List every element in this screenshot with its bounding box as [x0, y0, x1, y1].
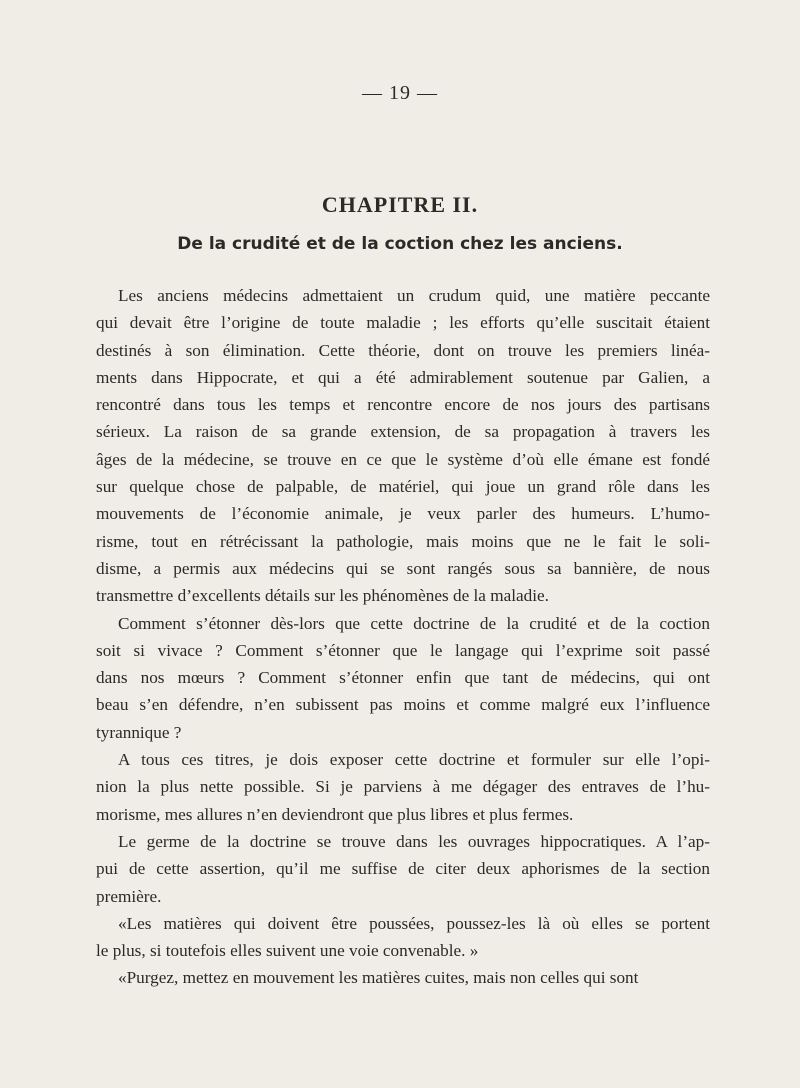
body-text [96, 282, 710, 992]
paragraph [96, 964, 710, 991]
text-line: rencontré dans tous les temps et rencontre encore de nos jours des partisans [96, 395, 710, 415]
chapter-subtitle: De la crudité et de la coction chez les anciens. [177, 234, 623, 254]
text-line: sur quelque chose de palpable, de matériel, qui joue un grand rôle dans les [96, 477, 710, 497]
text-line: âges de la médecine, se trouve en ce que le système d’où elle émane est fondé [96, 449, 710, 469]
page-number: — 19 — [362, 82, 438, 104]
text-line: le plus, si toutefois elles suivent une voie convenable. » [96, 941, 479, 961]
text-line: tyrannique ? [96, 722, 182, 742]
chapter-title: CHAPITRE II. [321, 192, 479, 217]
text-line: destinés à son élimination. Cette théorie, dont on trouve les premiers linéa- [96, 340, 710, 360]
paragraph [96, 610, 710, 746]
text-line: transmettre d’excellents détails sur les phénomènes de la maladie. [96, 586, 549, 606]
text-line: «Purgez, mettez en mouvement les matières cuites, mais non celles qui sont [118, 968, 639, 988]
text-line: ments dans Hippocrate, et qui a été admirablement soutenue par Galien, a [96, 367, 710, 387]
text-line: mouvements de l’économie animale, je veux parler des humeurs. L’humo- [96, 504, 710, 524]
text-line: première. [96, 886, 162, 906]
paragraph [96, 746, 710, 828]
paragraph [96, 828, 710, 910]
text-line: Les anciens médecins admettaient un crudum quid, une matière peccante [118, 286, 710, 305]
text-line: risme, tout en rétrécissant la pathologie, mais moins que ne le fait le soli- [96, 531, 710, 551]
text-line: nion la plus nette possible. Si je parviens à me dégager des entraves de l’hu- [96, 777, 710, 797]
text-line: beau s’en défendre, n’en subissent pas moins et comme malgré eux l’influence [96, 695, 710, 715]
text-line: qui devait être l’origine de toute maladie ; les efforts qu’elle suscitait étaient [96, 313, 710, 333]
text-line: dans nos mœurs ? Comment s’étonner enfin que tant de médecins, qui ont [96, 668, 710, 688]
paragraph [96, 910, 710, 965]
text-line: A tous ces titres, je dois exposer cette doctrine et formuler sur elle l’opi- [118, 750, 710, 770]
text-line: sérieux. La raison de sa grande extension, de sa propagation à travers les [96, 422, 710, 442]
text-line: soit si vivace ? Comment s’étonner que le langage qui l’exprime soit passé [96, 640, 710, 660]
text-line: morisme, mes allures n’en deviendront que plus libres et plus fermes. [96, 804, 574, 824]
text-line: Le germe de la doctrine se trouve dans les ouvrages hippocratiques. A l’ap- [118, 831, 710, 851]
text-line: Comment s’étonner dès-lors que cette doctrine de la crudité et de la coction [118, 613, 710, 633]
text-line: disme, a permis aux médecins qui se sont rangés sous sa bannière, de nous [96, 558, 710, 578]
text-line: «Les matières qui doivent être poussées, poussez-les là où elles se portent [118, 913, 710, 933]
text-line: pui de cette assertion, qu’il me suffise de citer deux aphorismes de la section [96, 859, 710, 879]
paragraph [96, 282, 710, 610]
